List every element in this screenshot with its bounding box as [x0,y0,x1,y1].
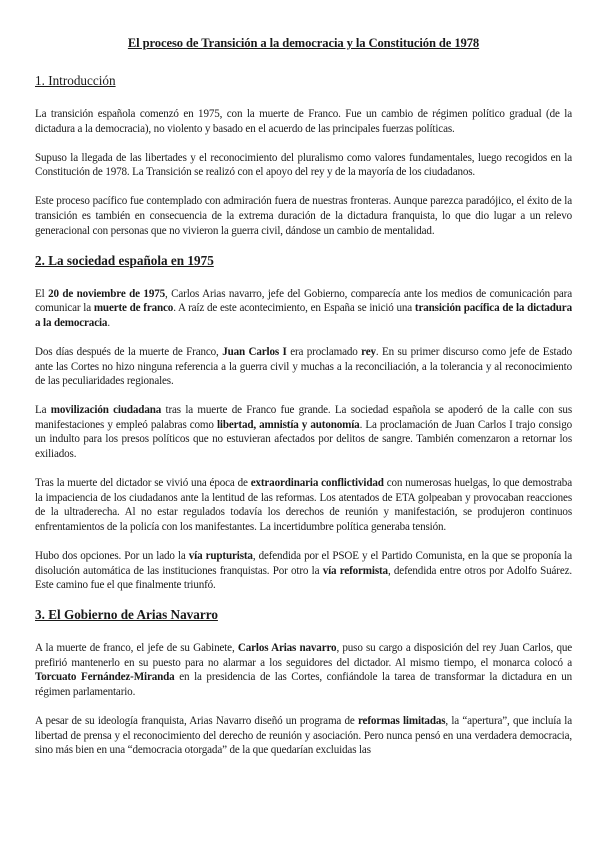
section-heading-sociedad: 2. La sociedad española en 1975 [35,252,214,268]
section-heading-introduccion: 1. Introducción [35,73,116,88]
paragraph: A la muerte de franco, el jefe de su Gabinete, Carlos Arias navarro, puso su cargo a disposición del rey Juan Carlos, que prefirió mantenerlo en su puesto para no alarmar a los seguidores del dictador. Al mismo tiempo, el monarca colocó a Torcuato Fernández-Miranda en la presidencia de las Cortes, confiándole la tarea de transformar la dictadura en un régimen parlamentario. [35,642,573,699]
paragraph: Hubo dos opciones. Por un lado la vía rupturista, defendida por el PSOE y el Partido Comunista, en la que se proponía la disolución automática de las instituciones franquistas. Por otro la vía reformista, defendida entre otros por Adolfo Suárez. Este camino fue el que finalmente triunfó. [35,549,572,592]
paragraph: Este proceso pacífico fue contemplado con admiración fuera de nuestras fronteras. Aunque parezca paradójico, el éxito de la transición es también en consecuencia de la extrema duración de la dictadura franquista, lo que dio lugar a un relevo generacional con personas que no vivieron la guerra civil, dándose un cambio de mentalidad. [35,195,572,237]
section-heading-gobierno-arias: 3. El Gobierno de Arias Navarro [35,607,218,623]
paragraph: Tras la muerte del dictador se vivió una época de extraordinaria conflictividad con numerosas huelgas, lo que demostraba la impaciencia de los ciudadanos ante la lentitud de las reformas. Los atentados de ETA golpeaban y provocaban reacciones de la ultraderecha. Al no estar regulados todavía los derechos de reunión y manifestación, se produjeron continuos enfrentamientos de la policía con los manifestantes. La incertidumbre política generaba tensión. [35,477,572,533]
paragraph: Dos días después de la muerte de Franco, Juan Carlos I era proclamado rey. En su primer discurso como jefe de Estado ante las Cortes no hizo ninguna referencia a la guerra civil y muchas a la reconciliación, a la tolerancia y al reconocimiento de las peculiaridades regionales. [35,345,573,388]
paragraph: La transición española comenzó en 1975, con la muerte de Franco. Fue un cambio de régimen político gradual (de la dictadura a la democracia), no violento y basado en el acuerdo de las principales fuerzas políticas. [35,108,572,135]
paragraph: La movilización ciudadana tras la muerte de Franco fue grande. La sociedad española se apoderó de la calle con sus manifestaciones y empleó palabras como libertad, amnistía y autonomía. La proclamación de Juan Carlos I trajo consigo un indulto para los presos políticos que no estuvieran afectados por delitos de sangre. También comenzaron a retornar los exiliados. [35,404,573,460]
paragraph: El 20 de noviembre de 1975, Carlos Arias navarro, jefe del Gobierno, comparecía ante los medios de comunicación para comunicar la muerte de franco. A raíz de este acontecimiento, en España se inició una transición pacífica de la dictadura a la democracia. [35,287,572,329]
paragraph: A pesar de su ideología franquista, Arias Navarro diseñó un programa de reformas limitadas, la “apertura”, que incluía la libertad de prensa y el reconocimiento del derecho de reunión y asociación. Pero nunca pensó en una verdadera democracia, sino más bien en una “democracia otorgada” de la que quedarían excluidas las [35,715,572,757]
paragraph: Supuso la llegada de las libertades y el reconocimiento del pluralismo como valores fundamentales, luego recogidos en la Constitución de 1978. La Transición se realizó con el apoyo del rey y de la mayoría de los ciudadanos. [35,151,572,179]
document-title: El proceso de Transición a la democracia y la Constitución de 1978 [127,36,480,50]
